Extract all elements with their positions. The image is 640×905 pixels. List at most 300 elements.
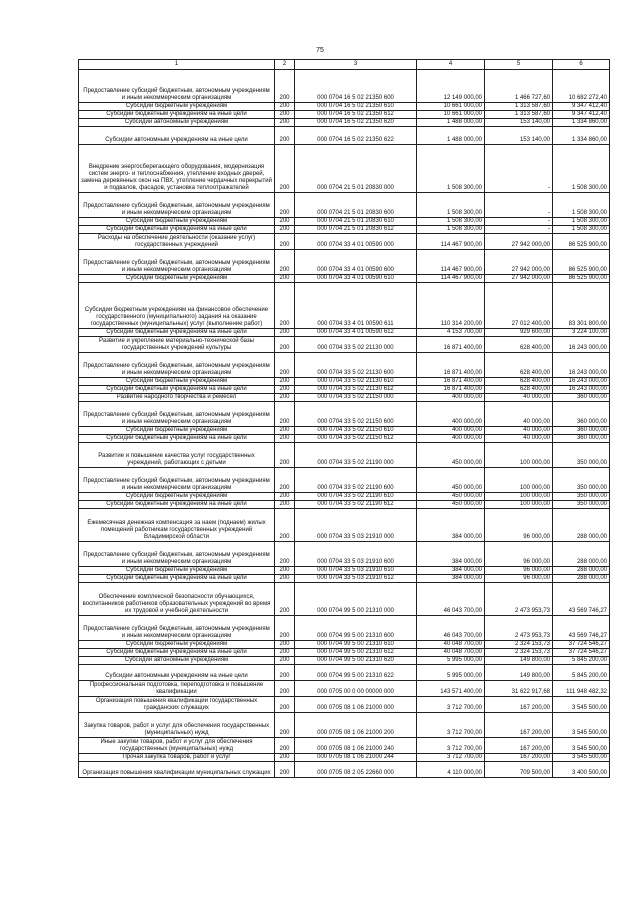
row-unexecuted-amount-cell: 350 000,00 xyxy=(553,443,610,468)
row-unexecuted-amount-cell: 360 000,00 xyxy=(553,402,610,427)
row-name-cell: Субсидии автономным учреждениям xyxy=(79,657,275,665)
row-line-code-cell: 200 xyxy=(275,103,295,111)
row-budget-code-cell: 000 0704 33 5 02 21130 612 xyxy=(295,386,417,394)
row-unexecuted-amount-cell: 1 334 860,00 xyxy=(553,127,610,145)
row-name-cell: Субсидии бюджетным учреждениям xyxy=(79,567,275,575)
row-approved-amount-cell: 1 508 300,00 xyxy=(417,193,485,218)
row-unexecuted-amount-cell: 360 000,00 xyxy=(553,435,610,443)
table-row xyxy=(79,283,610,329)
row-budget-code-cell: 000 0705 08 1 06 21000 240 xyxy=(295,738,417,754)
row-line-code-cell: 200 xyxy=(275,119,295,127)
row-unexecuted-amount-cell: 1 508 300,00 xyxy=(553,218,610,226)
row-budget-code-cell: 000 0705 08 1 06 21000 200 xyxy=(295,713,417,738)
row-line-code-cell: 200 xyxy=(275,509,295,542)
row-budget-code-cell: 000 0704 33 5 02 21150 000 xyxy=(295,394,417,402)
row-executed-amount-cell: 929 600,00 xyxy=(485,329,553,337)
row-budget-code-cell: 000 0704 33 5 02 21130 610 xyxy=(295,378,417,386)
row-approved-amount-cell: 110 314 200,00 xyxy=(417,283,485,329)
row-approved-amount-cell: 450 000,00 xyxy=(417,493,485,501)
row-unexecuted-amount-cell: 5 845 200,00 xyxy=(553,665,610,681)
row-line-code-cell: 200 xyxy=(275,353,295,378)
row-executed-amount-cell: 709 500,00 xyxy=(485,762,553,778)
row-unexecuted-amount-cell: 86 525 900,00 xyxy=(553,234,610,250)
row-line-code-cell: 200 xyxy=(275,378,295,386)
column-header: 2 xyxy=(275,60,295,70)
row-budget-code-cell: 000 0704 21 5 01 20830 000 xyxy=(295,145,417,193)
row-name-cell: Предоставление субсидий бюджетным, автономным учреждениям и иным некоммерческим организациям xyxy=(79,250,275,275)
table-row xyxy=(79,402,610,427)
row-budget-code-cell: 000 0704 21 5 01 20830 600 xyxy=(295,193,417,218)
row-name-cell: Субсидии бюджетным учреждениям на финансовое обеспечение государственного (муниципального) задания на оказание государственных (муниципальных) услуг (выполнение работ) xyxy=(79,283,275,329)
row-unexecuted-amount-cell: 43 569 746,27 xyxy=(553,616,610,641)
row-budget-code-cell: 000 0704 99 5 00 21310 000 xyxy=(295,583,417,616)
row-line-code-cell: 200 xyxy=(275,402,295,427)
row-executed-amount-cell: 167 200,00 xyxy=(485,754,553,762)
row-executed-amount-cell: 100 000,00 xyxy=(485,468,553,493)
row-name-cell: Субсидии автономным учреждениям на иные цели xyxy=(79,127,275,145)
row-executed-amount-cell: 149 800,00 xyxy=(485,657,553,665)
row-name-cell: Предоставление субсидий бюджетным, автономным учреждениям и иным некоммерческим организациям xyxy=(79,70,275,103)
row-name-cell: Субсидии бюджетным учреждениям xyxy=(79,378,275,386)
table-row xyxy=(79,754,610,762)
table-row xyxy=(79,665,610,681)
row-approved-amount-cell: 10 661 000,00 xyxy=(417,111,485,119)
table-row xyxy=(79,501,610,509)
row-approved-amount-cell: 4 153 700,00 xyxy=(417,329,485,337)
row-line-code-cell: 200 xyxy=(275,713,295,738)
row-unexecuted-amount-cell: 37 724 546,27 xyxy=(553,649,610,657)
row-line-code-cell: 200 xyxy=(275,493,295,501)
row-executed-amount-cell: 96 000,00 xyxy=(485,509,553,542)
row-name-cell: Прочая закупка товаров, работ и услуг xyxy=(79,754,275,762)
page-number: 75 xyxy=(316,47,324,54)
row-executed-amount-cell: 96 000,00 xyxy=(485,542,553,567)
row-budget-code-cell: 000 0705 08 1 06 21000 244 xyxy=(295,754,417,762)
row-budget-code-cell: 000 0705 08 2 05 22660 000 xyxy=(295,762,417,778)
row-budget-code-cell: 000 0704 21 5 01 20830 610 xyxy=(295,218,417,226)
table-header-row xyxy=(79,60,610,70)
row-line-code-cell: 200 xyxy=(275,649,295,657)
row-executed-amount-cell: 167 200,00 xyxy=(485,697,553,713)
row-approved-amount-cell: 16 871 400,00 xyxy=(417,337,485,353)
table-row xyxy=(79,193,610,218)
table-row xyxy=(79,394,610,402)
row-budget-code-cell: 000 0705 08 1 06 21000 000 xyxy=(295,697,417,713)
row-name-cell: Субсидии автономным учреждениям на иные цели xyxy=(79,665,275,681)
row-approved-amount-cell: 12 149 000,00 xyxy=(417,70,485,103)
row-name-cell: Иные закупки товаров, работ и услуг для обеспечения государственных (муниципальных) нужд xyxy=(79,738,275,754)
row-approved-amount-cell: 400 000,00 xyxy=(417,394,485,402)
row-unexecuted-amount-cell: 350 000,00 xyxy=(553,493,610,501)
table-row xyxy=(79,337,610,353)
row-unexecuted-amount-cell: 3 545 500,00 xyxy=(553,738,610,754)
table-row xyxy=(79,218,610,226)
table-row xyxy=(79,713,610,738)
row-approved-amount-cell: 384 000,00 xyxy=(417,567,485,575)
row-executed-amount-cell: 153 140,00 xyxy=(485,119,553,127)
row-line-code-cell: 200 xyxy=(275,145,295,193)
row-name-cell: Обеспечение комплексной безопасности обучающихся, воспитанников работников образовательных учреждений во время их трудовой и учебной деятельности xyxy=(79,583,275,616)
row-name-cell: Субсидии бюджетным учреждениям на иные цели xyxy=(79,386,275,394)
table-row xyxy=(79,378,610,386)
row-line-code-cell: 200 xyxy=(275,443,295,468)
row-line-code-cell: 200 xyxy=(275,754,295,762)
row-budget-code-cell: 000 0704 33 5 03 21910 000 xyxy=(295,509,417,542)
row-unexecuted-amount-cell: 10 682 272,40 xyxy=(553,70,610,103)
row-unexecuted-amount-cell: 37 724 546,27 xyxy=(553,641,610,649)
row-executed-amount-cell: 628 400,00 xyxy=(485,353,553,378)
table-row xyxy=(79,353,610,378)
row-budget-code-cell: 000 0704 16 5 02 21350 620 xyxy=(295,119,417,127)
row-name-cell: Внедрение энергосберегающего оборудования, модернизация систем энерго- и теплоснабжения, утепление входных дверей, замена деревянных окон на ПВХ, утепление чердачных перекрытий и подвалов, фасадов, установка теплоотражателей xyxy=(79,145,275,193)
budget-table xyxy=(78,59,610,778)
row-approved-amount-cell: 384 000,00 xyxy=(417,542,485,567)
row-name-cell: Предоставление субсидий бюджетным, автономным учреждениям и иным некоммерческим организациям xyxy=(79,616,275,641)
row-line-code-cell: 200 xyxy=(275,394,295,402)
row-approved-amount-cell: 5 995 000,00 xyxy=(417,665,485,681)
row-executed-amount-cell: 628 400,00 xyxy=(485,378,553,386)
row-line-code-cell: 200 xyxy=(275,386,295,394)
row-budget-code-cell: 000 0704 33 5 02 21190 000 xyxy=(295,443,417,468)
row-executed-amount-cell: 2 473 953,73 xyxy=(485,583,553,616)
row-unexecuted-amount-cell: 1 334 860,00 xyxy=(553,119,610,127)
table-row xyxy=(79,697,610,713)
row-executed-amount-cell: 149 800,00 xyxy=(485,665,553,681)
row-unexecuted-amount-cell: 43 569 746,27 xyxy=(553,583,610,616)
row-line-code-cell: 200 xyxy=(275,542,295,567)
row-line-code-cell: 200 xyxy=(275,762,295,778)
row-name-cell: Субсидии бюджетным учреждениям на иные цели xyxy=(79,435,275,443)
row-name-cell: Субсидии бюджетным учреждениям на иные цели xyxy=(79,226,275,234)
table-row xyxy=(79,583,610,616)
row-unexecuted-amount-cell: 350 000,00 xyxy=(553,501,610,509)
row-unexecuted-amount-cell: 16 243 000,00 xyxy=(553,353,610,378)
row-line-code-cell: 200 xyxy=(275,234,295,250)
row-executed-amount-cell: - xyxy=(485,145,553,193)
row-budget-code-cell: 000 0704 33 5 02 21150 600 xyxy=(295,402,417,427)
row-unexecuted-amount-cell: 86 525 900,00 xyxy=(553,275,610,283)
row-line-code-cell: 200 xyxy=(275,738,295,754)
table-row xyxy=(79,250,610,275)
row-executed-amount-cell: 27 942 000,00 xyxy=(485,250,553,275)
row-name-cell: Ежемесячная денежная компенсация за наем (поднаем) жилых помещений работникам государственных учреждений Владимирской области xyxy=(79,509,275,542)
row-executed-amount-cell: 167 200,00 xyxy=(485,738,553,754)
row-budget-code-cell: 000 0704 33 5 02 21130 600 xyxy=(295,353,417,378)
row-name-cell: Предоставление субсидий бюджетным, автономным учреждениям и иным некоммерческим организациям xyxy=(79,402,275,427)
row-approved-amount-cell: 400 000,00 xyxy=(417,435,485,443)
table-row xyxy=(79,145,610,193)
row-executed-amount-cell: 628 400,00 xyxy=(485,337,553,353)
row-approved-amount-cell: 450 000,00 xyxy=(417,501,485,509)
row-approved-amount-cell: 450 000,00 xyxy=(417,443,485,468)
row-approved-amount-cell: 40 048 700,00 xyxy=(417,641,485,649)
row-unexecuted-amount-cell: 9 347 412,40 xyxy=(553,103,610,111)
row-unexecuted-amount-cell: 288 000,00 xyxy=(553,567,610,575)
row-budget-code-cell: 000 0704 33 5 03 21910 610 xyxy=(295,567,417,575)
table-row xyxy=(79,435,610,443)
row-unexecuted-amount-cell: 3 224 100,00 xyxy=(553,329,610,337)
row-budget-code-cell: 000 0704 16 5 02 21350 610 xyxy=(295,103,417,111)
row-approved-amount-cell: 114 467 900,00 xyxy=(417,250,485,275)
row-name-cell: Субсидии бюджетным учреждениям на иные цели xyxy=(79,501,275,509)
row-approved-amount-cell: 16 871 400,00 xyxy=(417,353,485,378)
row-budget-code-cell: 000 0704 16 5 02 21350 600 xyxy=(295,70,417,103)
row-approved-amount-cell: 114 467 900,00 xyxy=(417,234,485,250)
row-executed-amount-cell: 167 200,00 xyxy=(485,713,553,738)
row-budget-code-cell: 000 0704 33 4 01 00590 611 xyxy=(295,283,417,329)
row-executed-amount-cell: 100 000,00 xyxy=(485,501,553,509)
row-line-code-cell: 200 xyxy=(275,218,295,226)
table-row xyxy=(79,681,610,697)
row-name-cell: Субсидии бюджетным учреждениям на иные цели xyxy=(79,329,275,337)
row-approved-amount-cell: 40 048 700,00 xyxy=(417,649,485,657)
row-executed-amount-cell: 31 622 917,68 xyxy=(485,681,553,697)
row-unexecuted-amount-cell: 360 000,00 xyxy=(553,394,610,402)
row-name-cell: Предоставление субсидий бюджетным, автономным учреждениям и иным некоммерческим организациям xyxy=(79,468,275,493)
row-executed-amount-cell: 96 000,00 xyxy=(485,575,553,583)
row-unexecuted-amount-cell: 16 243 000,00 xyxy=(553,337,610,353)
row-name-cell: Развитие и укрепление материально-технической базы государственных учреждений культуры xyxy=(79,337,275,353)
row-line-code-cell: 200 xyxy=(275,641,295,649)
table-row xyxy=(79,509,610,542)
table-row xyxy=(79,641,610,649)
row-budget-code-cell: 000 0704 33 4 01 00590 000 xyxy=(295,234,417,250)
row-approved-amount-cell: 5 995 000,00 xyxy=(417,657,485,665)
row-budget-code-cell: 000 0705 00 0 00 00000 000 xyxy=(295,681,417,697)
row-approved-amount-cell: 3 712 700,00 xyxy=(417,713,485,738)
table-row xyxy=(79,70,610,103)
row-line-code-cell: 200 xyxy=(275,435,295,443)
row-budget-code-cell: 000 0704 33 5 02 21150 612 xyxy=(295,435,417,443)
row-budget-code-cell: 000 0704 99 5 00 21310 612 xyxy=(295,649,417,657)
column-header: 4 xyxy=(417,60,485,70)
row-executed-amount-cell: 100 000,00 xyxy=(485,493,553,501)
row-name-cell: Закупка товаров, работ и услуг для обеспечения государственных (муниципальных) нужд xyxy=(79,713,275,738)
row-executed-amount-cell: 1 466 727,60 xyxy=(485,70,553,103)
row-line-code-cell: 200 xyxy=(275,329,295,337)
row-name-cell: Субсидии бюджетным учреждениям xyxy=(79,275,275,283)
row-unexecuted-amount-cell: 288 000,00 xyxy=(553,575,610,583)
row-executed-amount-cell: 27 012 400,00 xyxy=(485,283,553,329)
table-row xyxy=(79,226,610,234)
table-row xyxy=(79,443,610,468)
row-line-code-cell: 200 xyxy=(275,226,295,234)
row-unexecuted-amount-cell: 288 000,00 xyxy=(553,509,610,542)
row-budget-code-cell: 000 0704 16 5 02 21350 622 xyxy=(295,127,417,145)
row-executed-amount-cell: 27 942 000,00 xyxy=(485,275,553,283)
row-approved-amount-cell: 114 467 900,00 xyxy=(417,275,485,283)
row-line-code-cell: 200 xyxy=(275,697,295,713)
row-name-cell: Предоставление субсидий бюджетным, автономным учреждениям и иным некоммерческим организациям xyxy=(79,353,275,378)
row-approved-amount-cell: 450 000,00 xyxy=(417,468,485,493)
row-unexecuted-amount-cell: 1 508 300,00 xyxy=(553,226,610,234)
row-unexecuted-amount-cell: 3 400 500,00 xyxy=(553,762,610,778)
row-line-code-cell: 200 xyxy=(275,616,295,641)
row-executed-amount-cell: 628 400,00 xyxy=(485,386,553,394)
table-row xyxy=(79,103,610,111)
column-header: 1 xyxy=(79,60,275,70)
row-name-cell: Расходы на обеспечение деятельности (оказание услуг) государственных учреждений xyxy=(79,234,275,250)
row-name-cell: Развитие и повышение качества услуг государственных учреждений, работающих с детьми xyxy=(79,443,275,468)
row-budget-code-cell: 000 0704 33 5 03 21910 600 xyxy=(295,542,417,567)
column-header: 5 xyxy=(485,60,553,70)
table-row xyxy=(79,738,610,754)
table-row xyxy=(79,542,610,567)
row-approved-amount-cell: 1 488 000,00 xyxy=(417,127,485,145)
row-executed-amount-cell: 2 324 153,73 xyxy=(485,641,553,649)
row-budget-code-cell: 000 0704 99 5 00 21310 600 xyxy=(295,616,417,641)
row-unexecuted-amount-cell: 288 000,00 xyxy=(553,542,610,567)
row-executed-amount-cell: 40 000,00 xyxy=(485,402,553,427)
row-executed-amount-cell: 40 000,00 xyxy=(485,427,553,435)
row-line-code-cell: 200 xyxy=(275,250,295,275)
row-name-cell: Субсидии бюджетным учреждениям xyxy=(79,493,275,501)
row-executed-amount-cell: 27 942 000,00 xyxy=(485,234,553,250)
table-row xyxy=(79,111,610,119)
table-row xyxy=(79,386,610,394)
row-executed-amount-cell: 1 313 587,60 xyxy=(485,103,553,111)
row-approved-amount-cell: 10 661 000,00 xyxy=(417,103,485,111)
row-approved-amount-cell: 46 043 700,00 xyxy=(417,616,485,641)
table-row xyxy=(79,616,610,641)
row-unexecuted-amount-cell: 16 243 000,00 xyxy=(553,386,610,394)
row-approved-amount-cell: 3 712 700,00 xyxy=(417,738,485,754)
row-executed-amount-cell: 2 473 953,73 xyxy=(485,616,553,641)
row-name-cell: Субсидии бюджетным учреждениям на иные цели xyxy=(79,575,275,583)
row-executed-amount-cell: 40 000,00 xyxy=(485,394,553,402)
row-unexecuted-amount-cell: 5 845 200,00 xyxy=(553,657,610,665)
row-budget-code-cell: 000 0704 33 5 02 21190 610 xyxy=(295,493,417,501)
row-approved-amount-cell: 143 571 400,00 xyxy=(417,681,485,697)
row-budget-code-cell: 000 0704 33 4 01 00590 600 xyxy=(295,250,417,275)
row-executed-amount-cell: 2 324 153,73 xyxy=(485,649,553,657)
row-unexecuted-amount-cell: 3 545 500,00 xyxy=(553,754,610,762)
table-row xyxy=(79,127,610,145)
row-unexecuted-amount-cell: 86 525 900,00 xyxy=(553,250,610,275)
table-row xyxy=(79,575,610,583)
row-name-cell: Субсидии бюджетным учреждениям xyxy=(79,103,275,111)
row-name-cell: Профессиональная подготовка, переподготовка и повышение квалификации xyxy=(79,681,275,697)
row-name-cell: Субсидии бюджетным учреждениям на иные цели xyxy=(79,649,275,657)
row-approved-amount-cell: 400 000,00 xyxy=(417,427,485,435)
row-name-cell: Субсидии автономным учреждениям xyxy=(79,119,275,127)
row-line-code-cell: 200 xyxy=(275,468,295,493)
column-header: 6 xyxy=(553,60,610,70)
row-budget-code-cell: 000 0704 33 5 02 21150 610 xyxy=(295,427,417,435)
row-line-code-cell: 200 xyxy=(275,583,295,616)
row-unexecuted-amount-cell: 1 508 300,00 xyxy=(553,193,610,218)
row-line-code-cell: 200 xyxy=(275,127,295,145)
row-executed-amount-cell: - xyxy=(485,193,553,218)
row-unexecuted-amount-cell: 16 243 000,00 xyxy=(553,378,610,386)
row-unexecuted-amount-cell: 111 948 482,32 xyxy=(553,681,610,697)
row-budget-code-cell: 000 0704 33 5 02 21190 600 xyxy=(295,468,417,493)
row-budget-code-cell: 000 0704 33 4 01 00590 612 xyxy=(295,329,417,337)
row-line-code-cell: 200 xyxy=(275,657,295,665)
row-budget-code-cell: 000 0704 99 5 00 21310 610 xyxy=(295,641,417,649)
row-line-code-cell: 200 xyxy=(275,70,295,103)
row-unexecuted-amount-cell: 1 508 300,00 xyxy=(553,145,610,193)
row-unexecuted-amount-cell: 9 347 412,40 xyxy=(553,111,610,119)
row-unexecuted-amount-cell: 83 301 800,00 xyxy=(553,283,610,329)
row-name-cell: Организация повышения квалификации муниципальных служащих xyxy=(79,762,275,778)
row-approved-amount-cell: 1 508 300,00 xyxy=(417,145,485,193)
row-name-cell: Развитие народного творчества и ремесел xyxy=(79,394,275,402)
row-executed-amount-cell: 153 140,00 xyxy=(485,127,553,145)
row-unexecuted-amount-cell: 3 545 500,00 xyxy=(553,697,610,713)
row-approved-amount-cell: 384 000,00 xyxy=(417,509,485,542)
table-row xyxy=(79,567,610,575)
row-approved-amount-cell: 1 508 300,00 xyxy=(417,226,485,234)
row-line-code-cell: 200 xyxy=(275,275,295,283)
table-row xyxy=(79,649,610,657)
row-name-cell: Субсидии бюджетным учреждениям xyxy=(79,218,275,226)
row-approved-amount-cell: 16 871 400,00 xyxy=(417,378,485,386)
table-row xyxy=(79,762,610,778)
table-row xyxy=(79,234,610,250)
row-budget-code-cell: 000 0704 33 5 02 21130 000 xyxy=(295,337,417,353)
row-line-code-cell: 200 xyxy=(275,337,295,353)
row-budget-code-cell: 000 0704 99 5 00 21310 620 xyxy=(295,657,417,665)
row-name-cell: Субсидии бюджетным учреждениям xyxy=(79,641,275,649)
table-row xyxy=(79,275,610,283)
row-line-code-cell: 200 xyxy=(275,283,295,329)
column-header: 3 xyxy=(295,60,417,70)
row-approved-amount-cell: 4 110 000,00 xyxy=(417,762,485,778)
row-approved-amount-cell: 384 000,00 xyxy=(417,575,485,583)
row-budget-code-cell: 000 0704 33 5 02 21190 612 xyxy=(295,501,417,509)
row-executed-amount-cell: 96 000,00 xyxy=(485,567,553,575)
table-row xyxy=(79,329,610,337)
row-budget-code-cell: 000 0704 21 5 01 20830 612 xyxy=(295,226,417,234)
row-executed-amount-cell: - xyxy=(485,226,553,234)
row-unexecuted-amount-cell: 360 000,00 xyxy=(553,427,610,435)
row-executed-amount-cell: - xyxy=(485,218,553,226)
row-name-cell: Предоставление субсидий бюджетным, автономным учреждениям и иным некоммерческим организациям xyxy=(79,193,275,218)
row-line-code-cell: 200 xyxy=(275,681,295,697)
table-row xyxy=(79,119,610,127)
row-approved-amount-cell: 1 508 300,00 xyxy=(417,218,485,226)
row-line-code-cell: 200 xyxy=(275,665,295,681)
row-line-code-cell: 200 xyxy=(275,567,295,575)
row-budget-code-cell: 000 0704 16 5 02 21350 612 xyxy=(295,111,417,119)
row-budget-code-cell: 000 0704 33 5 03 21910 612 xyxy=(295,575,417,583)
row-line-code-cell: 200 xyxy=(275,111,295,119)
row-line-code-cell: 200 xyxy=(275,501,295,509)
row-approved-amount-cell: 16 871 400,00 xyxy=(417,386,485,394)
row-line-code-cell: 200 xyxy=(275,575,295,583)
row-unexecuted-amount-cell: 3 545 500,00 xyxy=(553,713,610,738)
row-executed-amount-cell: 40 000,00 xyxy=(485,435,553,443)
row-line-code-cell: 200 xyxy=(275,427,295,435)
row-approved-amount-cell: 400 000,00 xyxy=(417,402,485,427)
row-line-code-cell: 200 xyxy=(275,193,295,218)
table-row xyxy=(79,493,610,501)
row-name-cell: Субсидии бюджетным учреждениям xyxy=(79,427,275,435)
row-budget-code-cell: 000 0704 99 5 00 21310 622 xyxy=(295,665,417,681)
table-row xyxy=(79,468,610,493)
row-name-cell: Организация повышения квалификации государственных гражданских служащих xyxy=(79,697,275,713)
row-name-cell: Субсидии бюджетным учреждениям на иные цели xyxy=(79,111,275,119)
row-approved-amount-cell: 1 488 000,00 xyxy=(417,119,485,127)
row-approved-amount-cell: 3 712 700,00 xyxy=(417,697,485,713)
row-executed-amount-cell: 1 313 587,60 xyxy=(485,111,553,119)
row-name-cell: Предоставление субсидий бюджетным, автономным учреждениям и иным некоммерческим организациям xyxy=(79,542,275,567)
row-budget-code-cell: 000 0704 33 4 01 00590 610 xyxy=(295,275,417,283)
table-row xyxy=(79,427,610,435)
row-approved-amount-cell: 46 043 700,00 xyxy=(417,583,485,616)
row-unexecuted-amount-cell: 350 000,00 xyxy=(553,468,610,493)
